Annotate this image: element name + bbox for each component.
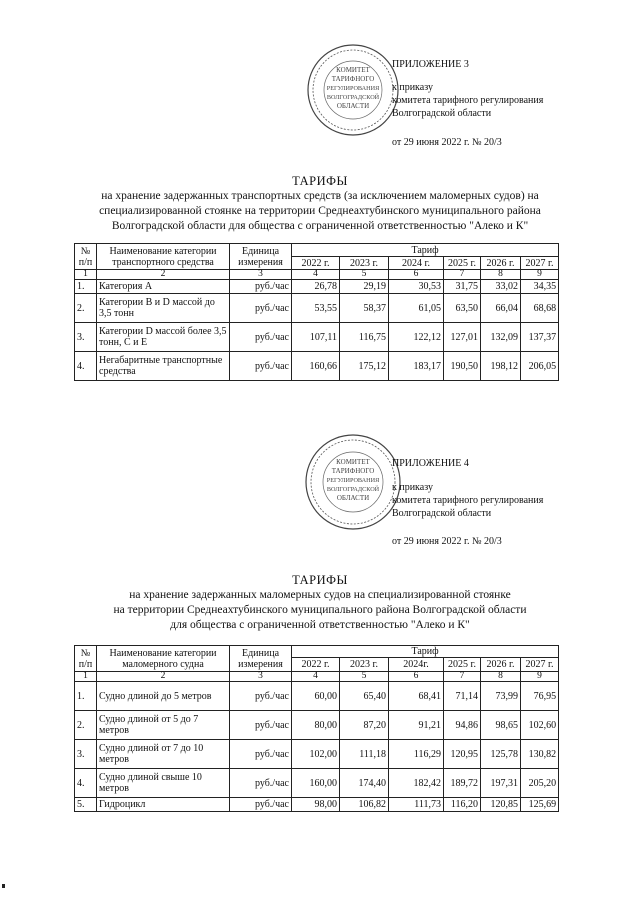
row-category: Категория А: [97, 280, 230, 294]
official-stamp: [305, 42, 401, 138]
tariff-heading: ТАРИФЫ: [292, 573, 348, 587]
column-number: 2: [97, 672, 230, 682]
scan-artifact: [2, 884, 5, 888]
header-category: Наименование категории транспортного средства: [97, 244, 230, 270]
table-row: [75, 280, 559, 294]
row-value: 206,05: [521, 352, 559, 381]
header-category: Наименование категории маломерного судна: [97, 646, 230, 672]
header-tariff: Тариф: [292, 646, 559, 658]
header-year: 2026 г.: [481, 658, 521, 672]
row-category: Судно длиной от 5 до 7 метров: [97, 711, 230, 740]
row-category: Категории D массой более 3,5 тонн, С и Е: [97, 323, 230, 352]
stamp-text: ТАРИФНОГО: [331, 467, 375, 475]
header-year: 2024 г.: [389, 257, 444, 270]
appendix-title: ПРИЛОЖЕНИЕ 3: [392, 59, 469, 70]
column-number: 9: [521, 270, 559, 280]
column-number-row: [75, 270, 559, 280]
row-number: 4.: [75, 352, 97, 381]
row-value: 73,99: [481, 682, 521, 711]
column-number: 3: [230, 270, 292, 280]
appendix-header: [392, 58, 543, 149]
table-row: [75, 769, 559, 798]
tariff-subtitle-line: на хранение задержанных маломерных судов на специализированной стоянке: [129, 589, 511, 601]
table-row: [75, 798, 559, 812]
row-number: 3.: [75, 323, 97, 352]
row-number: 5.: [75, 798, 97, 812]
row-value: 91,21: [389, 711, 444, 740]
row-value: 197,31: [481, 769, 521, 798]
row-value: 111,18: [340, 740, 389, 769]
row-value: 120,95: [444, 740, 481, 769]
row-value: 190,50: [444, 352, 481, 381]
row-category: Гидроцикл: [97, 798, 230, 812]
row-value: 61,05: [389, 294, 444, 323]
header-year: 2024г.: [389, 658, 444, 672]
table-row: [75, 352, 559, 381]
row-value: 33,02: [481, 280, 521, 294]
row-unit: руб./час: [230, 798, 292, 812]
column-number: 4: [292, 672, 340, 682]
header-num: № п/п: [75, 646, 97, 672]
column-number-row: [75, 672, 559, 682]
stamp-text: ОБЛАСТИ: [336, 494, 370, 502]
column-number: 1: [75, 270, 97, 280]
column-number: 5: [340, 672, 389, 682]
row-value: 125,69: [521, 798, 559, 812]
appendix-order-ref: к приказу: [392, 82, 433, 93]
stamp-text: РЕГУЛИРОВАНИЯ: [326, 85, 380, 92]
appendix-header: [392, 457, 543, 548]
row-value: 98,65: [481, 711, 521, 740]
column-number: 8: [481, 672, 521, 682]
column-number: 2: [97, 270, 230, 280]
tariff-title: [60, 174, 580, 234]
header-year: 2027 г.: [521, 658, 559, 672]
official-stamp: [303, 432, 403, 532]
header-year: 2022 г.: [292, 658, 340, 672]
header-unit: Единица измерения: [230, 646, 292, 672]
row-value: 182,42: [389, 769, 444, 798]
stamp-text: ТАРИФНОГО: [331, 75, 375, 83]
row-value: 132,09: [481, 323, 521, 352]
row-value: 137,37: [521, 323, 559, 352]
row-unit: руб./час: [230, 280, 292, 294]
column-number: 4: [292, 270, 340, 280]
column-number: 6: [389, 270, 444, 280]
tariff-table-vehicles: [74, 243, 559, 381]
table-row: [75, 682, 559, 711]
header-year: 2023 г.: [340, 257, 389, 270]
row-value: 30,53: [389, 280, 444, 294]
row-value: 34,35: [521, 280, 559, 294]
stamp-text: ВОЛГОГРАДСКОЙ: [326, 94, 380, 101]
row-value: 125,78: [481, 740, 521, 769]
row-value: 130,82: [521, 740, 559, 769]
row-value: 205,20: [521, 769, 559, 798]
appendix-date: от 29 июня 2022 г. № 20/3: [392, 137, 502, 148]
appendix-region: Волгоградской области: [392, 108, 492, 119]
header-tariff: Тариф: [292, 244, 559, 257]
row-value: 106,82: [340, 798, 389, 812]
header-year: 2025 г.: [444, 658, 481, 672]
row-value: 120,85: [481, 798, 521, 812]
row-value: 175,12: [340, 352, 389, 381]
row-value: 198,12: [481, 352, 521, 381]
tariff-subtitle-line: на территории Среднеахтубинского муниципального района Волгоградской области: [113, 604, 527, 616]
tariff-subtitle-line: Волгоградской области для общества с ограниченной ответственностью "Алеко и К": [111, 220, 529, 232]
row-number: 4.: [75, 769, 97, 798]
column-number: 5: [340, 270, 389, 280]
stamp-text: РЕГУЛИРОВАНИЯ: [326, 477, 380, 484]
appendix-region: Волгоградской области: [392, 508, 492, 519]
column-number: 1: [75, 672, 97, 682]
row-number: 1.: [75, 280, 97, 294]
row-value: 116,75: [340, 323, 389, 352]
row-value: 87,20: [340, 711, 389, 740]
appendix-date: от 29 июня 2022 г. № 20/3: [392, 536, 502, 547]
row-value: 76,95: [521, 682, 559, 711]
row-value: 116,29: [389, 740, 444, 769]
appendix-order-ref: к приказу: [392, 482, 433, 493]
row-unit: руб./час: [230, 294, 292, 323]
stamp-text: ВОЛГОГРАДСКОЙ: [326, 486, 380, 493]
row-value: 174,40: [340, 769, 389, 798]
row-category: Судно длиной от 7 до 10 метров: [97, 740, 230, 769]
row-value: 26,78: [292, 280, 340, 294]
appendix-committee: комитета тарифного регулирования: [392, 495, 544, 506]
row-value: 122,12: [389, 323, 444, 352]
column-number: 9: [521, 672, 559, 682]
row-value: 63,50: [444, 294, 481, 323]
column-number: 3: [230, 672, 292, 682]
tariff-table-boats: [74, 645, 559, 812]
row-unit: руб./час: [230, 769, 292, 798]
tariff-subtitle-line: для общества с ограниченной ответственностью "Алеко и К": [170, 619, 470, 631]
row-value: 102,00: [292, 740, 340, 769]
row-value: 107,11: [292, 323, 340, 352]
row-value: 60,00: [292, 682, 340, 711]
header-year: 2026 г.: [481, 257, 521, 270]
header-year: 2027 г.: [521, 257, 559, 270]
row-number: 2.: [75, 711, 97, 740]
row-category: Судно длиной свыше 10 метров: [97, 769, 230, 798]
row-value: 189,72: [444, 769, 481, 798]
column-number: 8: [481, 270, 521, 280]
row-value: 111,73: [389, 798, 444, 812]
table-row: [75, 323, 559, 352]
row-value: 71,14: [444, 682, 481, 711]
row-value: 183,17: [389, 352, 444, 381]
header-year: 2023 г.: [340, 658, 389, 672]
row-value: 53,55: [292, 294, 340, 323]
table-row: [75, 294, 559, 323]
row-value: 68,41: [389, 682, 444, 711]
row-value: 31,75: [444, 280, 481, 294]
row-value: 65,40: [340, 682, 389, 711]
row-value: 160,66: [292, 352, 340, 381]
column-number: 7: [444, 270, 481, 280]
row-value: 66,04: [481, 294, 521, 323]
column-number: 7: [444, 672, 481, 682]
row-value: 127,01: [444, 323, 481, 352]
row-category: Негабаритные транспортные средства: [97, 352, 230, 381]
header-num: № п/п: [75, 244, 97, 270]
row-unit: руб./час: [230, 711, 292, 740]
row-value: 58,37: [340, 294, 389, 323]
row-number: 1.: [75, 682, 97, 711]
header-unit: Единица измерения: [230, 244, 292, 270]
column-number: 6: [389, 672, 444, 682]
row-value: 98,00: [292, 798, 340, 812]
row-value: 94,86: [444, 711, 481, 740]
row-unit: руб./час: [230, 740, 292, 769]
row-number: 2.: [75, 294, 97, 323]
stamp-text: ОБЛАСТИ: [336, 102, 370, 110]
row-category: Категории B и D массой до 3,5 тонн: [97, 294, 230, 323]
tariff-subtitle-line: на хранение задержанных транспортных средств (за исключением маломерных судов) на: [101, 190, 539, 202]
tariff-heading: ТАРИФЫ: [292, 174, 348, 188]
stamp-text: КОМИТЕТ: [336, 66, 370, 74]
tariff-subtitle-line: специализированной стоянке на территории Среднеахтубинского муниципального района: [99, 205, 541, 217]
appendix-committee: комитета тарифного регулирования: [392, 95, 544, 106]
row-unit: руб./час: [230, 352, 292, 381]
row-category: Судно длиной до 5 метров: [97, 682, 230, 711]
row-value: 102,60: [521, 711, 559, 740]
row-number: 3.: [75, 740, 97, 769]
row-value: 116,20: [444, 798, 481, 812]
tariff-title: [60, 573, 580, 633]
table-row: [75, 740, 559, 769]
header-year: 2025 г.: [444, 257, 481, 270]
row-value: 160,00: [292, 769, 340, 798]
header-year: 2022 г.: [292, 257, 340, 270]
row-unit: руб./час: [230, 323, 292, 352]
row-value: 29,19: [340, 280, 389, 294]
appendix-title: ПРИЛОЖЕНИЕ 4: [392, 458, 469, 469]
table-row: [75, 711, 559, 740]
row-unit: руб./час: [230, 682, 292, 711]
row-value: 68,68: [521, 294, 559, 323]
stamp-text: КОМИТЕТ: [336, 458, 370, 466]
row-value: 80,00: [292, 711, 340, 740]
